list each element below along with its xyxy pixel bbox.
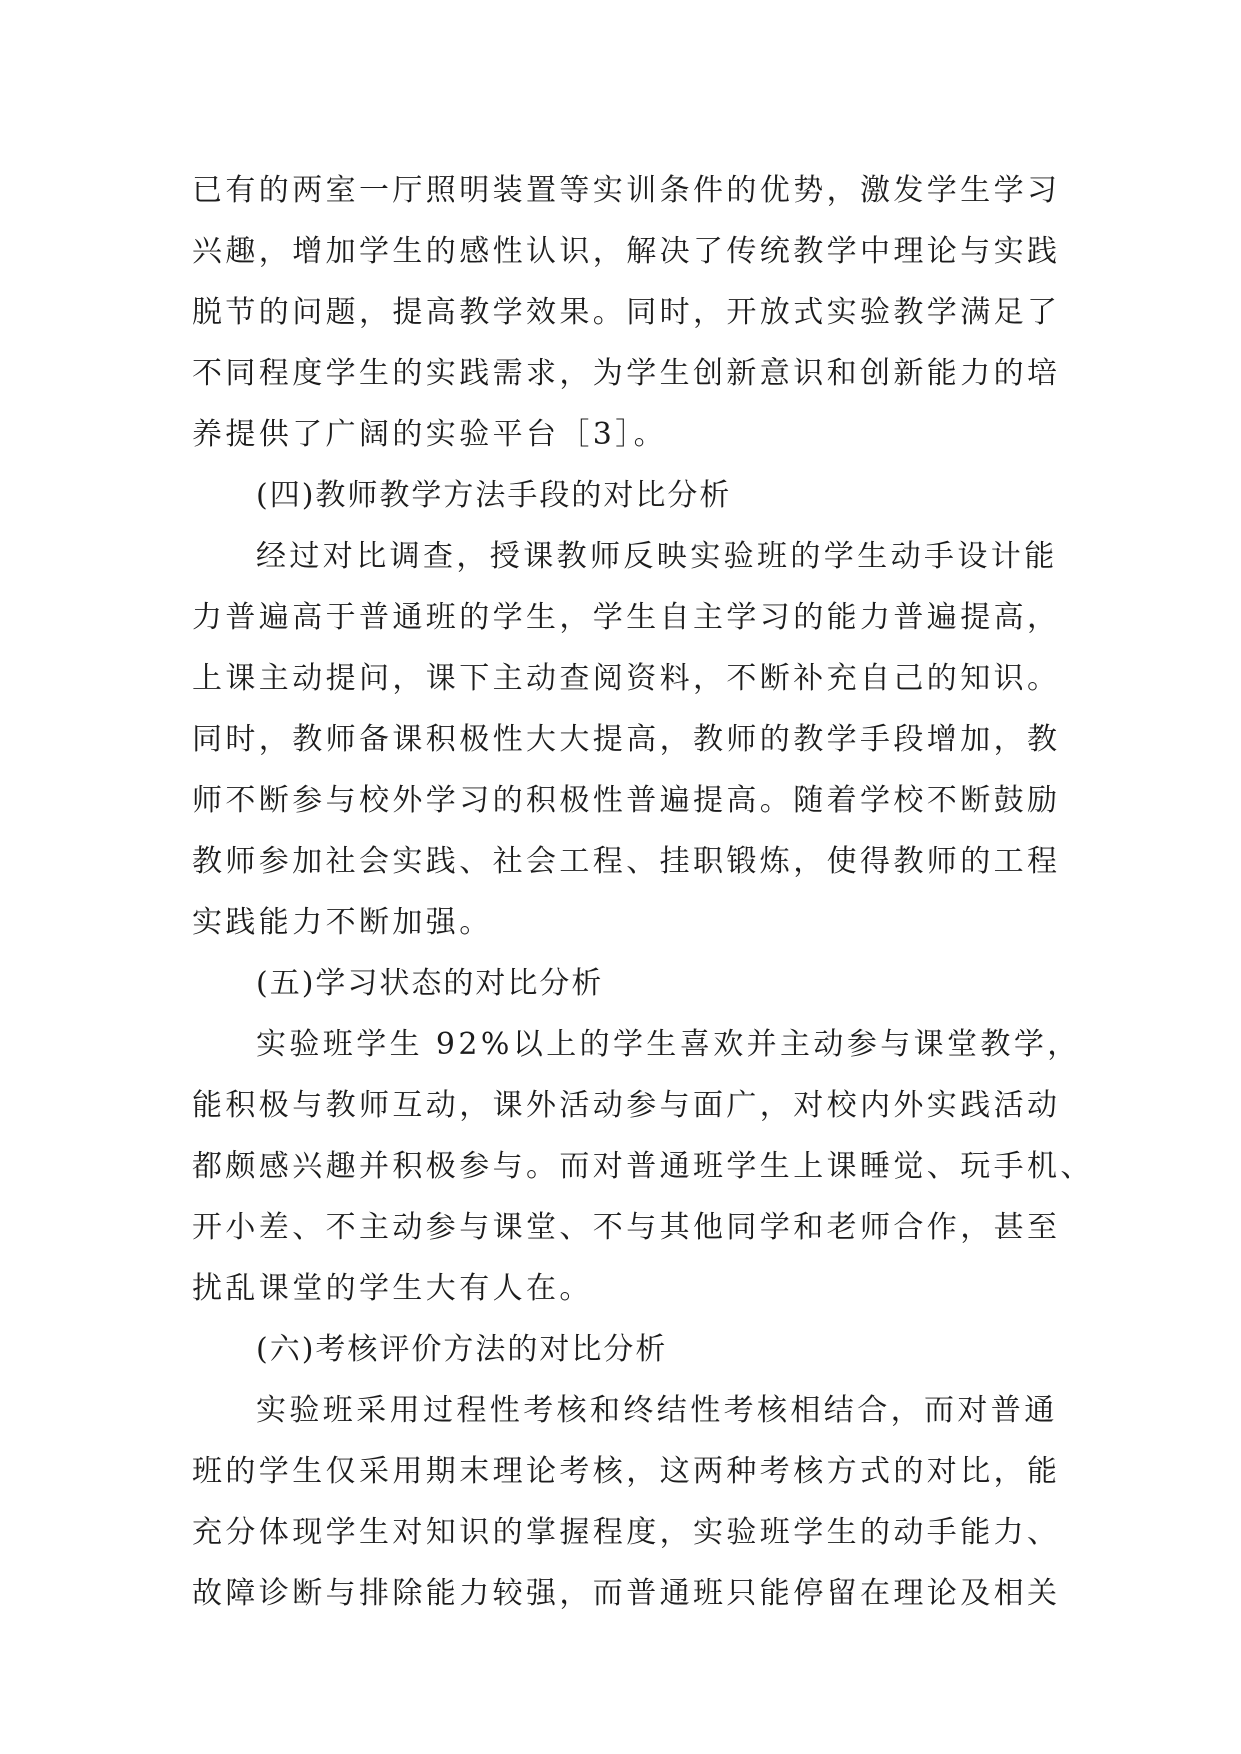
section-heading: (四)教师教学方法手段的对比分析 <box>256 478 732 513</box>
paragraph-first-line: 实验班采用过程性考核和终结性考核相结合，而对普通 <box>256 1393 1058 1428</box>
section-heading: (六)考核评价方法的对比分析 <box>256 1332 668 1367</box>
section-heading: (五)学习状态的对比分析 <box>256 966 604 1001</box>
text-line: 扰乱课堂的学生大有人在。 <box>192 1271 593 1306</box>
text-line: 教师参加社会实践、社会工程、挂职锻炼，使得教师的工程 <box>192 844 1061 879</box>
text-line: 不同程度学生的实践需求，为学生创新意识和创新能力的培 <box>192 356 1061 391</box>
paragraph-first-line: 经过对比调查，授课教师反映实验班的学生动手设计能 <box>256 539 1058 574</box>
text-line: 班的学生仅采用期末理论考核，这两种考核方式的对比，能 <box>192 1454 1061 1489</box>
text-line: 故障诊断与排除能力较强，而普通班只能停留在理论及相关 <box>192 1576 1061 1611</box>
paragraph-first-line: 实验班学生 92%以上的学生喜欢并主动参与课堂教学， <box>256 1027 1081 1062</box>
text-line: 同时，教师备课积极性大大提高，教师的教学手段增加，教 <box>192 722 1061 757</box>
text-line: 充分体现学生对知识的掌握程度，实验班学生的动手能力、 <box>192 1515 1061 1550</box>
text-line: 上课主动提问，课下主动查阅资料，不断补充自己的知识。 <box>192 661 1061 696</box>
text-line: 已有的两室一厅照明装置等实训条件的优势，激发学生学习 <box>192 173 1061 208</box>
text-line: 实践能力不断加强。 <box>192 905 493 940</box>
text-line: 力普遍高于普通班的学生，学生自主学习的能力普遍提高， <box>192 600 1061 635</box>
text-line: 脱节的问题，提高教学效果。同时，开放式实验教学满足了 <box>192 295 1061 330</box>
text-line: 师不断参与校外学习的积极性普遍提高。随着学校不断鼓励 <box>192 783 1061 818</box>
text-line: 兴趣，增加学生的感性认识，解决了传统教学中理论与实践 <box>192 234 1061 269</box>
text-line: 开小差、不主动参与课堂、不与其他同学和老师合作，甚至 <box>192 1210 1061 1245</box>
body-text <box>192 160 1094 1624</box>
text-line: 养提供了广阔的实验平台［3］。 <box>192 417 668 452</box>
text-line: 都颇感兴趣并积极参与。而对普通班学生上课睡觉、玩手机、 <box>192 1149 1094 1184</box>
text-line: 能积极与教师互动，课外活动参与面广，对校内外实践活动 <box>192 1088 1061 1123</box>
